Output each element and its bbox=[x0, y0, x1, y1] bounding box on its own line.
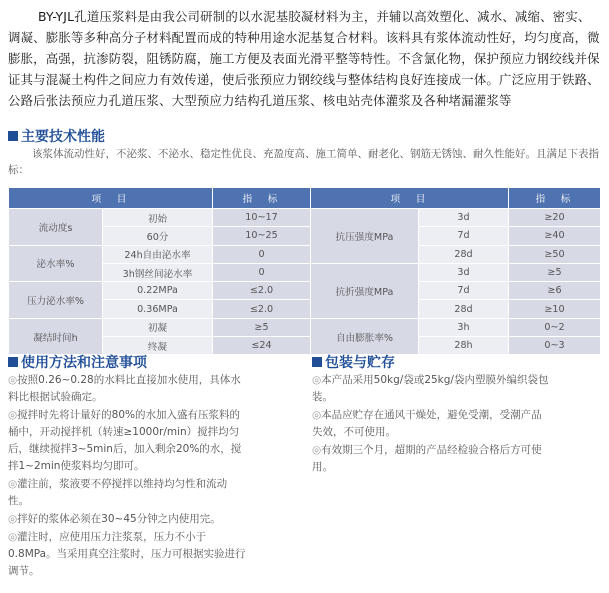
bullet-marker-icon: ◎ bbox=[8, 478, 18, 490]
row-label: 压力泌水率% bbox=[9, 282, 103, 319]
table-row bbox=[9, 245, 601, 263]
row-condition: 3h钢丝间泌水率 bbox=[103, 263, 213, 281]
usage-item-text: 灌注时，应使用压力注浆泵，压力不小于0.8MPa。当采用真空注浆时，压力可根据实验进行调节。 bbox=[8, 531, 246, 577]
header-item-left: 项 目 bbox=[9, 188, 213, 209]
row-value: ≥40 bbox=[509, 227, 601, 245]
list-item bbox=[312, 372, 552, 406]
header-item-right: 项 目 bbox=[311, 188, 509, 209]
usage-item-text: 搅拌时先将计量好的80%的水加入盛有压浆料的桶中，开动搅拌机（转速≥1000r/min）搅拌均匀后，继续搅拌3~5min后，加入剩余20%的水，搅拌1~2min使浆料均匀即可。 bbox=[8, 409, 242, 472]
row-condition: 24h自由泌水率 bbox=[103, 245, 213, 263]
table-header-row bbox=[9, 188, 601, 209]
header-spec-right: 指 标 bbox=[509, 188, 601, 209]
bullet-marker-icon: ◎ bbox=[8, 531, 18, 543]
intro-paragraph bbox=[8, 6, 600, 111]
list-item bbox=[8, 511, 248, 528]
row-value: 0~3 bbox=[509, 337, 601, 355]
row-condition: 7d bbox=[419, 282, 509, 300]
bullet-marker-icon: ◎ bbox=[312, 444, 322, 456]
table-row bbox=[9, 282, 601, 300]
table-row bbox=[9, 318, 601, 336]
packaging-title: 包装与贮存 bbox=[325, 355, 395, 371]
row-value: ≥6 bbox=[509, 282, 601, 300]
row-condition: 60分 bbox=[103, 227, 213, 245]
row-value: ≥20 bbox=[509, 209, 601, 227]
bullet-marker-icon: ◎ bbox=[312, 374, 322, 386]
spec-table bbox=[8, 187, 601, 355]
list-item bbox=[8, 372, 248, 406]
row-label: 凝结时间h bbox=[9, 318, 103, 355]
row-label: 抗压强度MPa bbox=[311, 209, 419, 264]
row-value: 10~17 bbox=[213, 209, 311, 227]
main-spec-description: 该浆体流动性好，不泌浆、不泌水、稳定性优良、充盈度高、施工简单、耐老化、钢筋无锈蚀、耐久性能好。且满足下表指标： bbox=[8, 148, 599, 176]
row-condition: 终凝 bbox=[103, 337, 213, 355]
usage-heading bbox=[8, 352, 147, 372]
row-label: 流动度s bbox=[9, 209, 103, 246]
row-condition: 7d bbox=[419, 227, 509, 245]
row-value: 0 bbox=[213, 245, 311, 263]
packaging-list bbox=[312, 372, 552, 477]
row-condition: 28h bbox=[419, 337, 509, 355]
row-value: ≤2.0 bbox=[213, 282, 311, 300]
row-value: ≤24 bbox=[213, 337, 311, 355]
row-condition: 28d bbox=[419, 245, 509, 263]
packaging-item-text: 本品应贮存在通风干燥处，避免受潮，受潮产品失效，不可使用。 bbox=[312, 409, 542, 438]
usage-item-text: 拌好的浆体必须在30~45分钟之内使用完。 bbox=[17, 513, 221, 525]
row-condition: 3h bbox=[419, 318, 509, 336]
usage-item-text: 灌注前，浆液要不停搅拌以维持均匀性和流动性。 bbox=[8, 478, 228, 507]
row-label: 抗折强度MPa bbox=[311, 263, 419, 318]
main-spec-title: 主要技术性能 bbox=[21, 129, 105, 145]
row-value: ≥5 bbox=[213, 318, 311, 336]
row-value: 10~25 bbox=[213, 227, 311, 245]
packaging-item-text: 本产品采用50kg/袋或25kg/袋内塑膜外编织袋包装。 bbox=[312, 374, 549, 403]
row-condition: 0.22MPa bbox=[103, 282, 213, 300]
usage-list bbox=[8, 372, 248, 581]
row-label: 自由膨胀率% bbox=[311, 318, 419, 355]
list-item bbox=[312, 442, 552, 476]
list-item bbox=[8, 407, 248, 475]
row-label: 泌水率% bbox=[9, 245, 103, 282]
section-square-icon bbox=[312, 357, 322, 367]
section-square-icon bbox=[8, 357, 18, 367]
list-item bbox=[8, 476, 248, 510]
table-row bbox=[9, 209, 601, 227]
row-value: 0~2 bbox=[509, 318, 601, 336]
row-value: 0 bbox=[213, 263, 311, 281]
bullet-marker-icon: ◎ bbox=[8, 409, 18, 421]
bullet-marker-icon: ◎ bbox=[312, 409, 322, 421]
intro-text: BY-YJL孔道压浆料是由我公司研制的以水泥基胶凝材料为主，并辅以高效塑化、减水、减缩、密实、调凝、膨胀等多种高分子材料配置而成的特种用途水泥基复合材料。该料具有浆体流动性好，均匀度高，微膨胀，高强，抗渗防裂，阻锈防腐，施工方便及表面光滑平整等特性。不含氯化物，保护预应力钢绞线并保证其与混凝土构件之间应力有效传递，使后张预应力钢绞线与整体结构良好连接成一体。广泛应用于铁路、公路后张法预应力孔道压浆、大型预应力结构孔道压浆、核电站壳体灌浆及各种堵漏灌浆等 bbox=[8, 9, 600, 108]
bullet-marker-icon: ◎ bbox=[8, 374, 18, 386]
usage-item-text: 按照0.26~0.28的水料比直接加水使用，具体水料比根据试验确定。 bbox=[8, 374, 241, 403]
packaging-item-text: 有效期三个月，超期的产品经检验合格后方可使用。 bbox=[312, 444, 542, 473]
row-condition: 初凝 bbox=[103, 318, 213, 336]
section-square-icon bbox=[8, 131, 18, 141]
row-value: ≤2.0 bbox=[213, 300, 311, 318]
row-condition: 初始 bbox=[103, 209, 213, 227]
row-condition: 28d bbox=[419, 300, 509, 318]
row-value: ≥50 bbox=[509, 245, 601, 263]
list-item bbox=[8, 529, 248, 580]
row-condition: 3d bbox=[419, 209, 509, 227]
packaging-heading bbox=[312, 352, 395, 372]
list-item bbox=[312, 407, 552, 441]
row-condition: 0.36MPa bbox=[103, 300, 213, 318]
row-condition: 3d bbox=[419, 263, 509, 281]
main-spec-heading bbox=[8, 126, 105, 146]
bullet-marker-icon: ◎ bbox=[8, 513, 18, 525]
header-spec-left: 指 标 bbox=[213, 188, 311, 209]
row-value: ≥10 bbox=[509, 300, 601, 318]
row-value: ≥5 bbox=[509, 263, 601, 281]
usage-title: 使用方法和注意事项 bbox=[21, 355, 147, 371]
